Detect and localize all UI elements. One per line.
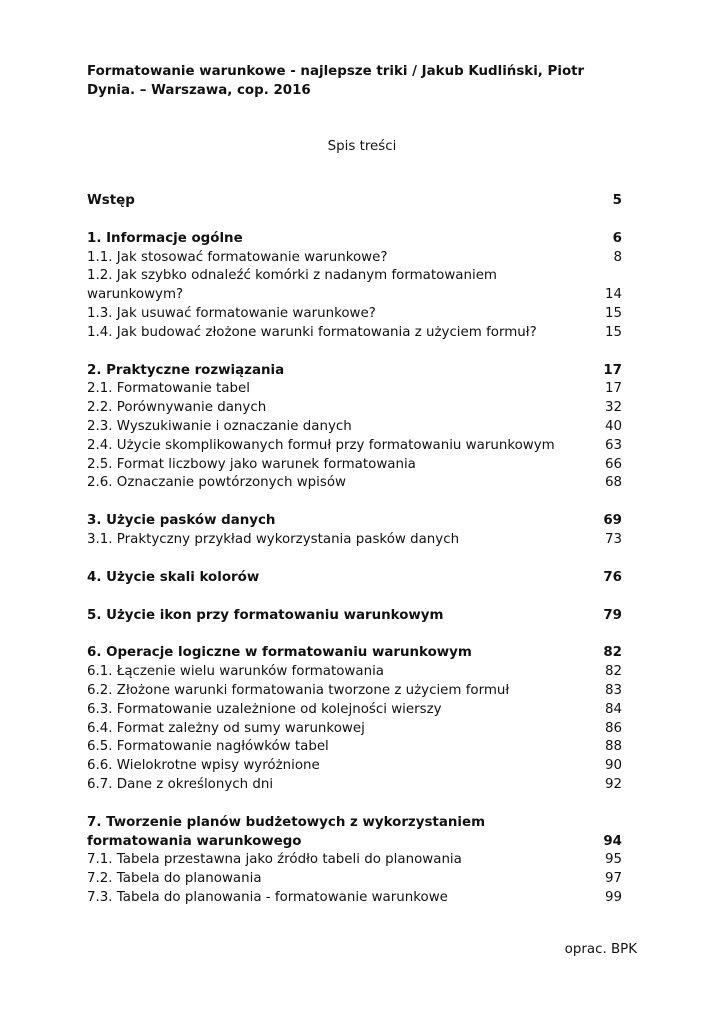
- toc-entry-title: 2.6. Oznaczanie powtórzonych wpisów: [87, 475, 346, 491]
- toc-entry-title: 3.1. Praktyczny przykład wykorzystania pasków danych: [87, 531, 460, 547]
- toc-subentry: [87, 889, 622, 908]
- toc-subentry: [87, 870, 622, 889]
- toc-chapter-entry: [87, 607, 622, 626]
- toc-entry-title: 2.2. Porównywanie danych: [87, 400, 267, 416]
- toc-subentry: [87, 437, 622, 456]
- toc-chapter-entry: [87, 362, 622, 381]
- toc-subentry: [87, 324, 622, 343]
- toc-entry-page: 86: [604, 720, 622, 736]
- toc-subentry: [87, 663, 622, 682]
- toc-entry-title: 2.1. Formatowanie tabel: [87, 381, 250, 397]
- toc-section: [87, 192, 622, 211]
- toc-chapter-entry: [87, 512, 622, 531]
- toc-entry-page: 15: [604, 305, 622, 321]
- toc-subentry: [87, 286, 622, 305]
- toc-subentry: [87, 738, 622, 757]
- table-of-contents: [87, 192, 622, 927]
- toc-entry-page: 92: [604, 776, 622, 792]
- toc-entry-page: 82: [603, 645, 622, 661]
- toc-subentry: [87, 757, 622, 776]
- toc-entry-title: 6.1. Łączenie wielu warunków formatowania: [87, 664, 384, 680]
- toc-entry-page: 32: [604, 400, 622, 416]
- toc-entry-page: 88: [604, 739, 622, 755]
- toc-entry-title: 1.1. Jak stosować formatowanie warunkowe?: [87, 249, 388, 265]
- toc-entry-title: 6.4. Format zależny od sumy warunkowej: [87, 720, 365, 736]
- toc-entry-title: 2.4. Użycie skomplikowanych formuł przy formatowaniu warunkowym: [87, 437, 555, 453]
- toc-entry-title: 7.2. Tabela do planowania: [87, 871, 262, 887]
- toc-section: [87, 569, 622, 588]
- toc-subentry: [87, 720, 622, 739]
- toc-entry-page: 5: [612, 193, 622, 208]
- toc-entry-page: 8: [613, 249, 622, 265]
- toc-entry-title: 2.3. Wyszukiwanie i oznaczanie danych: [87, 418, 352, 434]
- toc-entry-title: Wstęp: [87, 193, 135, 208]
- toc-subentry: [87, 701, 622, 720]
- toc-entry-title: 6.2. Złożone warunki formatowania tworzone z użyciem formuł: [87, 682, 510, 698]
- toc-entry-page: 17: [604, 381, 622, 397]
- toc-entry-title: 2.5. Format liczbowy jako warunek formatowania: [87, 456, 416, 472]
- toc-section: [87, 607, 622, 626]
- toc-entry-page: 82: [604, 664, 622, 680]
- toc-subentry: [87, 418, 622, 437]
- toc-subentry: [87, 531, 622, 550]
- toc-entry-page: 17: [603, 362, 622, 378]
- toc-entry-title: 1.4. Jak budować złożone warunki formatowania z użyciem formuł?: [87, 324, 537, 340]
- toc-entry-page: 66: [604, 456, 622, 472]
- toc-section: [87, 362, 622, 494]
- toc-entry-page: 95: [604, 852, 622, 868]
- toc-entry-title: 5. Użycie ikon przy formatowaniu warunkowym: [87, 607, 444, 623]
- toc-chapter-entry: [87, 814, 622, 833]
- toc-entry-title: 6. Operacje logiczne w formatowaniu warunkowym: [87, 645, 472, 661]
- toc-subentry: [87, 851, 622, 870]
- toc-entry-title: 6.5. Formatowanie nagłówków tabel: [87, 739, 329, 755]
- toc-entry-title: 7.1. Tabela przestawna jako źródło tabeli do planowania: [87, 852, 462, 868]
- toc-entry-page: 99: [604, 889, 622, 905]
- toc-entry-page: 94: [603, 833, 622, 849]
- toc-entry-page: 83: [604, 682, 622, 698]
- toc-entry-page: 90: [604, 758, 622, 774]
- toc-entry-page: 73: [604, 531, 622, 547]
- toc-entry-page: 97: [604, 871, 622, 887]
- toc-entry-page: 14: [604, 287, 622, 303]
- toc-entry-title: 6.3. Formatowanie uzależnione od kolejności wierszy: [87, 701, 442, 717]
- toc-subentry: [87, 380, 622, 399]
- toc-entry-page: 63: [604, 437, 622, 453]
- toc-section: [87, 512, 622, 550]
- toc-subentry: [87, 249, 622, 268]
- toc-entry-page: 40: [604, 418, 622, 434]
- toc-subentry: [87, 776, 622, 795]
- toc-entry-page: 76: [603, 569, 622, 585]
- toc-entry-page: 15: [604, 324, 622, 340]
- toc-chapter-entry: [87, 230, 622, 249]
- toc-section: [87, 814, 622, 908]
- toc-section: [87, 230, 622, 343]
- document-header: [87, 62, 627, 100]
- toc-entry-page: 69: [603, 513, 622, 529]
- toc-subentry: [87, 267, 622, 286]
- toc-entry-title: 3. Użycie pasków danych: [87, 513, 276, 529]
- toc-entry-title: 7.3. Tabela do planowania - formatowanie warunkowe: [87, 889, 448, 905]
- toc-title: Spis treści: [327, 139, 397, 154]
- footer-credit: oprac. BPK: [564, 942, 637, 957]
- toc-entry-title: 2. Praktyczne rozwiązania: [87, 362, 285, 378]
- toc-entry-title: warunkowym?: [87, 287, 184, 303]
- toc-entry-title: 1.2. Jak szybko odnaleźć komórki z nadanym formatowaniem: [87, 268, 497, 284]
- toc-entry-title: 6.6. Wielokrotne wpisy wyróżnione: [87, 758, 320, 774]
- toc-chapter-entry: [87, 644, 622, 663]
- toc-entry-title: 1. Informacje ogólne: [87, 230, 243, 246]
- header-line-1: Formatowanie warunkowe - najlepsze triki / Jakub Kudliński, Piotr: [87, 64, 585, 79]
- toc-subentry: [87, 305, 622, 324]
- toc-entry-page: 79: [603, 607, 622, 623]
- toc-entry-title: formatowania warunkowego: [87, 833, 302, 849]
- toc-subentry: [87, 474, 622, 493]
- toc-subentry: [87, 399, 622, 418]
- toc-entry-page: 6: [612, 230, 622, 246]
- toc-entry-title: 1.3. Jak usuwać formatowanie warunkowe?: [87, 305, 376, 321]
- toc-subentry: [87, 456, 622, 475]
- toc-entry-title: 7. Tworzenie planów budżetowych z wykorzystaniem: [87, 814, 486, 830]
- toc-entry-title: 6.7. Dane z określonych dni: [87, 776, 274, 792]
- toc-entry-page: 68: [604, 475, 622, 491]
- toc-chapter-entry: [87, 569, 622, 588]
- toc-subentry: [87, 682, 622, 701]
- toc-entry-page: 84: [604, 701, 622, 717]
- toc-chapter-entry: [87, 833, 622, 852]
- toc-entry-title: 4. Użycie skali kolorów: [87, 569, 260, 585]
- toc-section: [87, 644, 622, 794]
- header-line-2: Dynia. – Warszawa, cop. 2016: [87, 83, 311, 98]
- toc-chapter-entry: [87, 192, 622, 211]
